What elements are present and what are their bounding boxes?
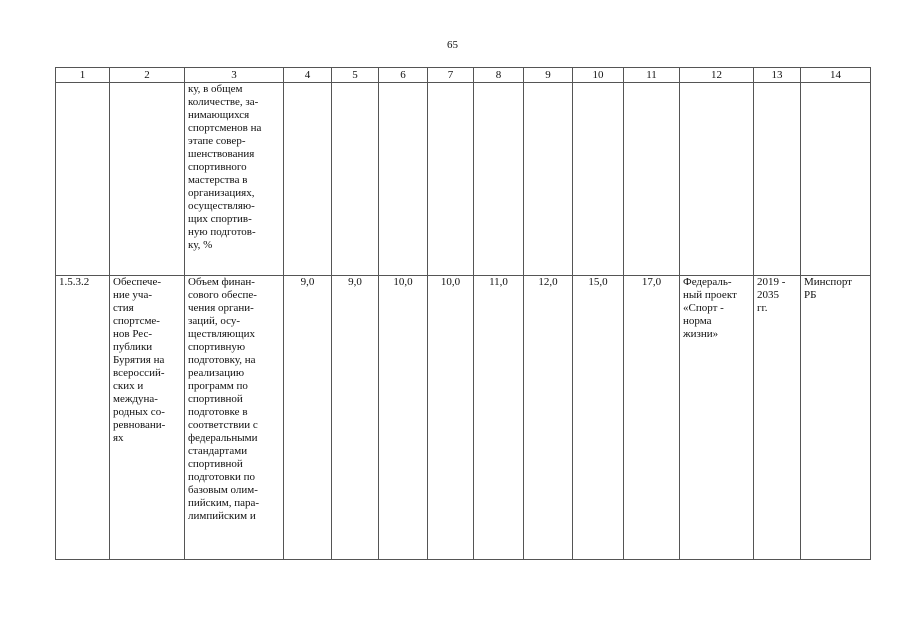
cell-indicator [185,83,284,276]
text-line: реализацию [188,367,245,379]
text-line: сового обеспе- [188,289,257,301]
table-row [56,276,871,560]
cell-value: 10,0 [428,276,474,560]
text-line: стандартами [188,445,248,457]
cell-value: 11,0 [474,276,524,560]
text-line: Обеспече- [113,276,162,288]
text-line: «Спорт - [683,302,724,314]
text-line: чения органи- [188,302,254,314]
column-header: 4 [284,68,332,83]
text-line: Объем финан- [188,276,255,288]
text-line: количестве, за- [188,96,259,108]
text-line: ный проект [683,289,737,301]
text-line: базовым олим- [188,484,258,496]
cell-indicator [185,276,284,560]
column-header: 7 [428,68,474,83]
cell-project [680,276,754,560]
text-line: спортивной [188,458,243,470]
column-header: 1 [56,68,110,83]
text-line: ку, в общем [188,83,243,95]
cell-value [284,83,332,276]
text-line: соответствии с [188,419,258,431]
cell-value [524,83,573,276]
text-line: ях [113,432,124,444]
column-header: 11 [624,68,680,83]
text-line: Федераль- [683,276,732,288]
cell-executor [801,276,871,560]
cell-value: 9,0 [332,276,379,560]
cell-executor [801,83,871,276]
table-row [56,83,871,276]
text-line: осуществляю- [188,200,255,212]
text-line: подготовку, на [188,354,256,366]
column-header: 12 [680,68,754,83]
column-header: 6 [379,68,428,83]
column-header: 5 [332,68,379,83]
text-line: ревновани- [113,419,166,431]
page-number: 65 [447,39,458,51]
cell-value: 12,0 [524,276,573,560]
text-line: нимающихся [188,109,250,121]
program-table [55,67,871,560]
cell-value [573,83,624,276]
text-line: РБ [804,289,817,301]
cell-period [754,83,801,276]
text-line: Бурятия на [113,354,165,366]
cell-value [624,83,680,276]
cell-value: 15,0 [573,276,624,560]
text-line: лимпийским и [188,510,256,522]
column-header: 13 [754,68,801,83]
text-line: ществляющих [188,328,255,340]
text-line: спортивного [188,161,247,173]
text-line: стия [113,302,134,314]
text-line: программ по [188,380,248,392]
cell-name [110,276,185,560]
text-line: междуна- [113,393,158,405]
cell-value: 10,0 [379,276,428,560]
text-line: спортивной [188,393,243,405]
column-header: 2 [110,68,185,83]
cell-project [680,83,754,276]
column-header: 8 [474,68,524,83]
column-header: 9 [524,68,573,83]
text-line: спортсме- [113,315,160,327]
column-number-row [56,68,871,83]
text-line: ку, % [188,239,213,251]
cell-code: 1.5.3.2 [56,276,110,560]
cell-code [56,83,110,276]
text-line: мастерства в [188,174,248,186]
text-line: ние уча- [113,289,152,301]
text-line: гг. [757,302,768,314]
cell-period [754,276,801,560]
text-line: родных со- [113,406,165,418]
text-line: публики [113,341,153,353]
text-line: организациях, [188,187,255,199]
cell-value [474,83,524,276]
cell-name [110,83,185,276]
text-line: нов Рес- [113,328,153,340]
text-line: подготовке в [188,406,248,418]
text-line: ских и [113,380,144,392]
text-line: федеральными [188,432,258,444]
column-header: 3 [185,68,284,83]
text-line: Минспорт [804,276,852,288]
text-line: заций, осу- [188,315,241,327]
cell-value: 17,0 [624,276,680,560]
column-header: 14 [801,68,871,83]
text-line: 2035 [757,289,779,301]
cell-value [428,83,474,276]
text-line: всероссий- [113,367,165,379]
text-line: этапе совер- [188,135,246,147]
text-line: норма [683,315,712,327]
cell-value: 9,0 [284,276,332,560]
column-header: 10 [573,68,624,83]
text-line: жизни» [683,328,719,340]
text-line: подготовки по [188,471,255,483]
text-line: спортсменов на [188,122,262,134]
text-line: ную подготов- [188,226,256,238]
text-line: шенствования [188,148,255,160]
text-line: щих спортив- [188,213,252,225]
cell-value [379,83,428,276]
text-line: 2019 - [757,276,786,288]
text-line: пийским, пара- [188,497,260,509]
text-line: спортивную [188,341,246,353]
cell-value [332,83,379,276]
